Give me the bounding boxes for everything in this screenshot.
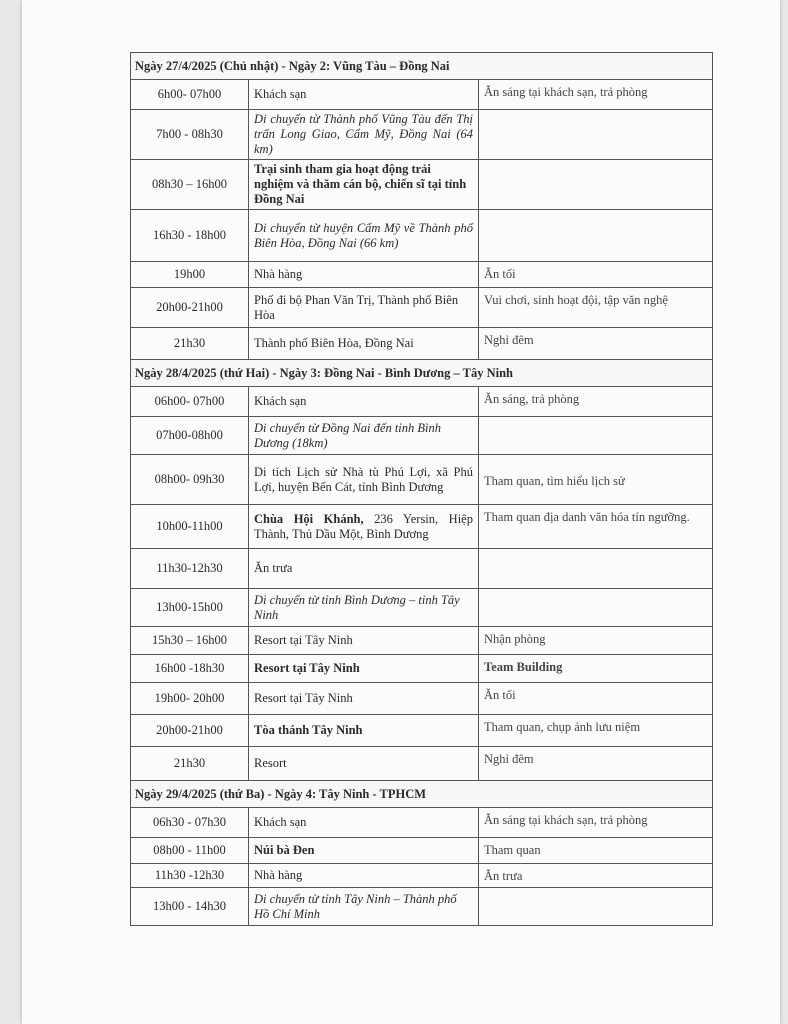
time-cell: 08h30 – 16h00 <box>131 160 249 210</box>
note-cell: Ăn sáng, trả phòng <box>479 387 713 417</box>
table-row <box>131 838 713 864</box>
place-cell: Tòa thánh Tây Ninh <box>249 715 479 747</box>
time-cell: 16h30 - 18h00 <box>131 210 249 262</box>
place-cell: Phố đi bộ Phan Văn Trị, Thành phố Biên Hòa <box>249 288 479 328</box>
place-cell: Resort tại Tây Ninh <box>249 683 479 715</box>
place-cell: Di chuyển từ tỉnh Bình Dương – tỉnh Tây Ninh <box>249 589 479 627</box>
time-cell: 6h00- 07h00 <box>131 80 249 110</box>
place-cell: Khách sạn <box>249 80 479 110</box>
day-header-row <box>131 781 713 808</box>
place-name-bold: Chùa Hội Khánh, <box>254 511 364 526</box>
place-cell: Khách sạn <box>249 808 479 838</box>
table-row <box>131 888 713 926</box>
table-row <box>131 864 713 888</box>
time-cell: 13h00-15h00 <box>131 589 249 627</box>
note-cell <box>479 417 713 455</box>
note-cell: Ăn tối <box>479 683 713 715</box>
note-cell <box>479 589 713 627</box>
table-row <box>131 655 713 683</box>
note-cell: Ăn sáng tại khách sạn, trả phòng <box>479 808 713 838</box>
day-header: Ngày 27/4/2025 (Chủ nhật) - Ngày 2: Vũng Tàu – Đồng Nai <box>131 53 713 80</box>
table-row <box>131 417 713 455</box>
time-cell: 20h00-21h00 <box>131 288 249 328</box>
place-cell: Resort tại Tây Ninh <box>249 627 479 655</box>
time-cell: 16h00 -18h30 <box>131 655 249 683</box>
note-cell: Nghỉ đêm <box>479 328 713 360</box>
place-cell: Ăn trưa <box>249 549 479 589</box>
place-cell <box>249 505 479 549</box>
table-row <box>131 80 713 110</box>
day-header: Ngày 29/4/2025 (thứ Ba) - Ngày 4: Tây Ninh - TPHCM <box>131 781 713 808</box>
note-cell: Ăn trưa <box>479 864 713 888</box>
note-cell: Nghỉ đêm <box>479 747 713 781</box>
table-row <box>131 505 713 549</box>
note-cell: Nhận phòng <box>479 627 713 655</box>
time-cell: 10h00-11h00 <box>131 505 249 549</box>
place-cell: Khách sạn <box>249 387 479 417</box>
place-cell: Di chuyển từ huyện Cẩm Mỹ về Thành phố Biên Hòa, Đồng Nai (66 km) <box>249 210 479 262</box>
time-cell: 07h00-08h00 <box>131 417 249 455</box>
note-cell <box>479 210 713 262</box>
time-cell: 20h00-21h00 <box>131 715 249 747</box>
note-cell <box>479 110 713 160</box>
table-row <box>131 210 713 262</box>
place-cell: Nhà hàng <box>249 262 479 288</box>
place-cell: Nhà hàng <box>249 864 479 888</box>
note-cell <box>479 888 713 926</box>
time-cell: 11h30 -12h30 <box>131 864 249 888</box>
time-cell: 08h00- 09h30 <box>131 455 249 505</box>
note-cell <box>479 160 713 210</box>
table-row <box>131 110 713 160</box>
place-cell: Di chuyển từ Thành phố Vũng Tàu đến Thị trấn Long Giao, Cẩm Mỹ, Đồng Nai (64 km) <box>249 110 479 160</box>
note-cell <box>479 549 713 589</box>
place-cell: Trại sinh tham gia hoạt động trải nghiệm và thăm cán bộ, chiến sĩ tại tỉnh Đồng Nai <box>249 160 479 210</box>
note-cell: Tham quan, tìm hiểu lịch sử <box>479 455 713 505</box>
table-row <box>131 627 713 655</box>
place-address: 236 Yersin, Hiệp Thành, Thủ Dầu Một, Bình Dương <box>254 511 473 541</box>
itinerary-table <box>130 52 713 926</box>
table-row <box>131 455 713 505</box>
table-row <box>131 549 713 589</box>
time-cell: 06h00- 07h00 <box>131 387 249 417</box>
place-cell: Resort <box>249 747 479 781</box>
day-header-row <box>131 360 713 387</box>
time-cell: 21h30 <box>131 747 249 781</box>
note-cell: Ăn sáng tại khách sạn, trả phòng <box>479 80 713 110</box>
day-header: Ngày 28/4/2025 (thứ Hai) - Ngày 3: Đồng Nai - Bình Dương – Tây Ninh <box>131 360 713 387</box>
place-cell: Di chuyển từ tỉnh Tây Ninh – Thành phố Hồ Chí Minh <box>249 888 479 926</box>
table-row <box>131 683 713 715</box>
table-row <box>131 262 713 288</box>
table-row <box>131 747 713 781</box>
table-row <box>131 288 713 328</box>
time-cell: 19h00 <box>131 262 249 288</box>
note-cell: Tham quan <box>479 838 713 864</box>
time-cell: 21h30 <box>131 328 249 360</box>
place-cell: Thành phố Biên Hòa, Đồng Nai <box>249 328 479 360</box>
time-cell: 08h00 - 11h00 <box>131 838 249 864</box>
table-row <box>131 715 713 747</box>
table-row <box>131 808 713 838</box>
table-row <box>131 589 713 627</box>
day-header-row <box>131 53 713 80</box>
place-cell: Di tích Lịch sử Nhà tù Phú Lợi, xã Phú Lợi, huyện Bến Cát, tỉnh Bình Dương <box>249 455 479 505</box>
note-cell: Tham quan địa danh văn hóa tín ngưỡng. <box>479 505 713 549</box>
note-cell: Vui chơi, sinh hoạt đội, tập văn nghệ <box>479 288 713 328</box>
time-cell: 06h30 - 07h30 <box>131 808 249 838</box>
time-cell: 11h30-12h30 <box>131 549 249 589</box>
time-cell: 7h00 - 08h30 <box>131 110 249 160</box>
note-cell: Ăn tối <box>479 262 713 288</box>
table-row <box>131 160 713 210</box>
note-cell: Team Building <box>479 655 713 683</box>
place-cell: Núi bà Đen <box>249 838 479 864</box>
note-cell: Tham quan, chụp ảnh lưu niệm <box>479 715 713 747</box>
place-cell: Di chuyển từ Đồng Nai đến tỉnh Bình Dương (18km) <box>249 417 479 455</box>
table-row <box>131 328 713 360</box>
document-page <box>22 0 780 1024</box>
table-row <box>131 387 713 417</box>
time-cell: 19h00- 20h00 <box>131 683 249 715</box>
time-cell: 13h00 - 14h30 <box>131 888 249 926</box>
place-cell: Resort tại Tây Ninh <box>249 655 479 683</box>
time-cell: 15h30 – 16h00 <box>131 627 249 655</box>
